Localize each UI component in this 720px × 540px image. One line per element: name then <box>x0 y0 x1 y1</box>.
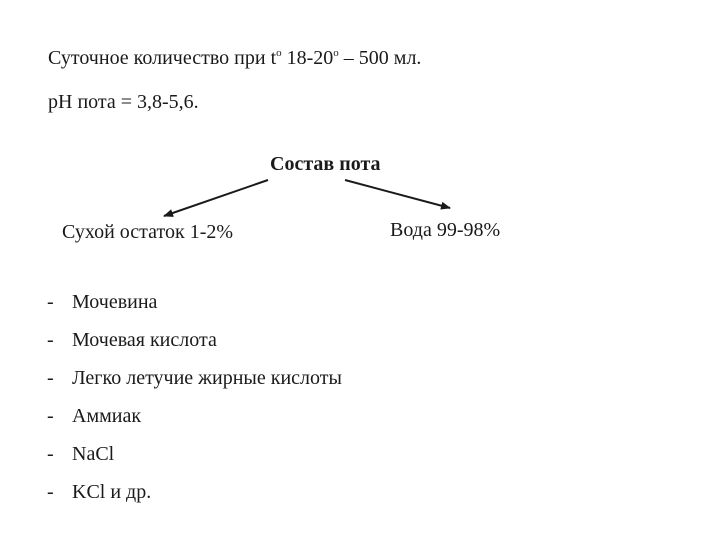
diagram-title: Состав пота <box>270 153 381 175</box>
daily-amount-text: Суточное количество при $t^o$ 18-20$^o$ – 500 мл. <box>48 47 422 69</box>
bullet-dash: - <box>47 481 54 503</box>
ph-text: pH пота = 3,8-5,6. <box>48 91 199 113</box>
bullet-dash: - <box>47 329 54 351</box>
water-label: Вода 99-98% <box>390 219 501 241</box>
list-item-label: KCl и др. <box>72 481 152 503</box>
bullet-dash: - <box>47 443 54 465</box>
list-item-label: NaCl <box>72 443 115 465</box>
bullet-dash: - <box>47 367 54 389</box>
list-item-label: Аммиак <box>72 405 142 427</box>
left-arrow <box>164 180 268 216</box>
list-item-label: Мочевина <box>72 291 158 313</box>
dry-residue-label: Сухой остаток 1-2% <box>62 221 234 243</box>
bullet-dash: - <box>47 405 54 427</box>
list-item-label: Легко летучие жирные кислоты <box>72 367 342 389</box>
bullet-dash: - <box>47 291 54 313</box>
list-item-label: Мочевая кислота <box>72 329 217 351</box>
right-arrow <box>345 180 450 208</box>
